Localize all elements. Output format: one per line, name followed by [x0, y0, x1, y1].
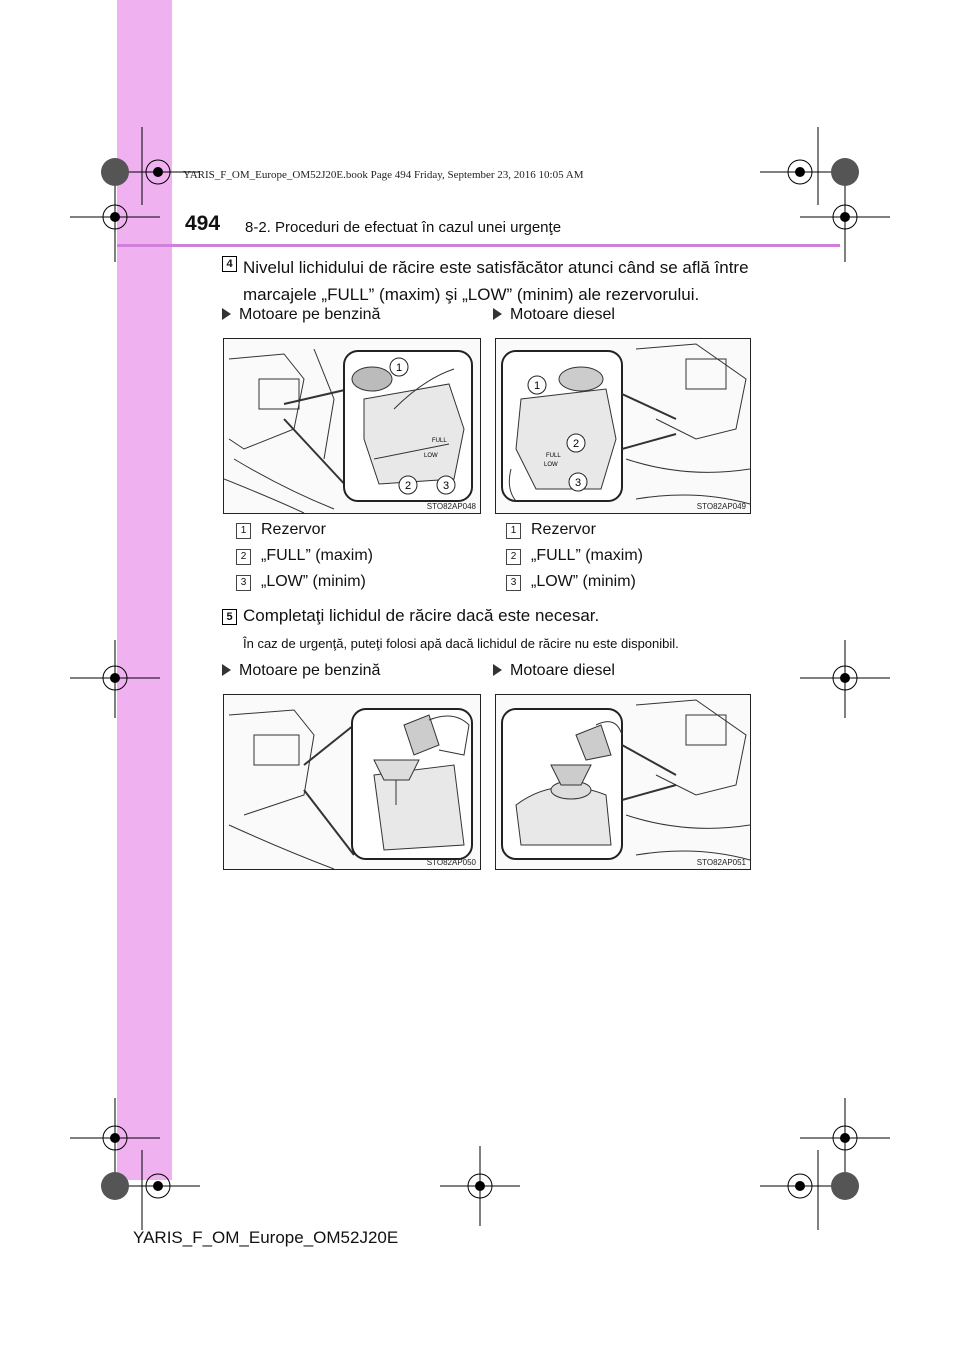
figure-code: STO82AP048	[426, 502, 476, 511]
print-header: YARIS_F_OM_Europe_OM52J20E.book Page 494 Friday, September 23, 2016 10:05 AM	[183, 169, 584, 181]
legend-num: 1	[236, 523, 251, 539]
figure-diesel-reservoir	[495, 338, 751, 514]
tank-marking-full: FULL	[432, 438, 447, 444]
legend-label: „FULL” (maxim)	[531, 547, 643, 564]
step4-text-line1: Nivelul lichidului de răcire este satisfăcător atunci când se află între	[243, 258, 749, 277]
figure-code: STO82AP051	[696, 858, 746, 867]
step5-left-heading-label: Motoare pe benzină	[239, 662, 381, 679]
tank-marking-low: LOW	[424, 453, 438, 459]
triangle-bullet-icon	[493, 308, 502, 320]
legend-label: Rezervor	[261, 521, 326, 538]
step5-text: Completaţi lichidul de răcire dacă este necesar.	[243, 606, 600, 625]
page-number: 494	[185, 212, 221, 235]
callout-2: 2	[572, 438, 580, 450]
callout-3: 3	[574, 477, 582, 489]
legend-label: Rezervor	[531, 521, 596, 538]
step5-right-heading-label: Motoare diesel	[510, 662, 615, 679]
figure-code: STO82AP050	[426, 858, 476, 867]
legend-num: 1	[506, 523, 521, 539]
step4-text-line2: marcajele „FULL” (maxim) şi „LOW” (minim) ale rezervorului.	[243, 285, 700, 304]
figure-petrol-refill	[223, 694, 481, 870]
legend-num: 2	[506, 549, 521, 565]
callout-2: 2	[404, 480, 412, 492]
step5-left-heading	[222, 662, 380, 680]
callout-3: 3	[442, 480, 450, 492]
step4-right-heading-label: Motoare diesel	[510, 306, 615, 323]
figure-petrol-reservoir	[223, 338, 481, 514]
engine-bay-illustration	[224, 339, 480, 513]
callout-1: 1	[533, 380, 541, 392]
triangle-bullet-icon	[222, 664, 231, 676]
refill-illustration	[224, 695, 480, 869]
footer-doc-id: YARIS_F_OM_Europe_OM52J20E	[133, 1228, 399, 1247]
tank-marking-low: LOW	[544, 462, 558, 468]
step-badge-4: 4	[222, 256, 237, 272]
step4-left-heading	[222, 306, 380, 324]
legend-num: 3	[236, 575, 251, 591]
step4-left-heading-label: Motoare pe benzină	[239, 306, 381, 323]
legend-label: „FULL” (maxim)	[261, 547, 373, 564]
section-title: 8-2. Proceduri de efectuat în cazul unei urgenţe	[245, 219, 562, 236]
legend-num: 2	[236, 549, 251, 565]
figure-code: STO82AP049	[696, 502, 746, 511]
step5-note: În caz de urgenţă, puteţi folosi apă dacă lichidul de răcire nu este disponibil.	[243, 636, 679, 651]
header-rule	[117, 244, 840, 247]
callout-1: 1	[395, 362, 403, 374]
step4-right-heading	[493, 306, 615, 324]
engine-bay-illustration	[496, 339, 750, 513]
legend-num: 3	[506, 575, 521, 591]
figure-diesel-refill	[495, 694, 751, 870]
tank-marking-full: FULL	[546, 453, 561, 459]
step5-right-heading	[493, 662, 615, 680]
triangle-bullet-icon	[222, 308, 231, 320]
triangle-bullet-icon	[493, 664, 502, 676]
step4-text	[243, 254, 749, 308]
legend-label: „LOW” (minim)	[531, 573, 636, 590]
step-badge-5: 5	[222, 609, 237, 625]
legend-label: „LOW” (minim)	[261, 573, 366, 590]
refill-illustration	[496, 695, 750, 869]
